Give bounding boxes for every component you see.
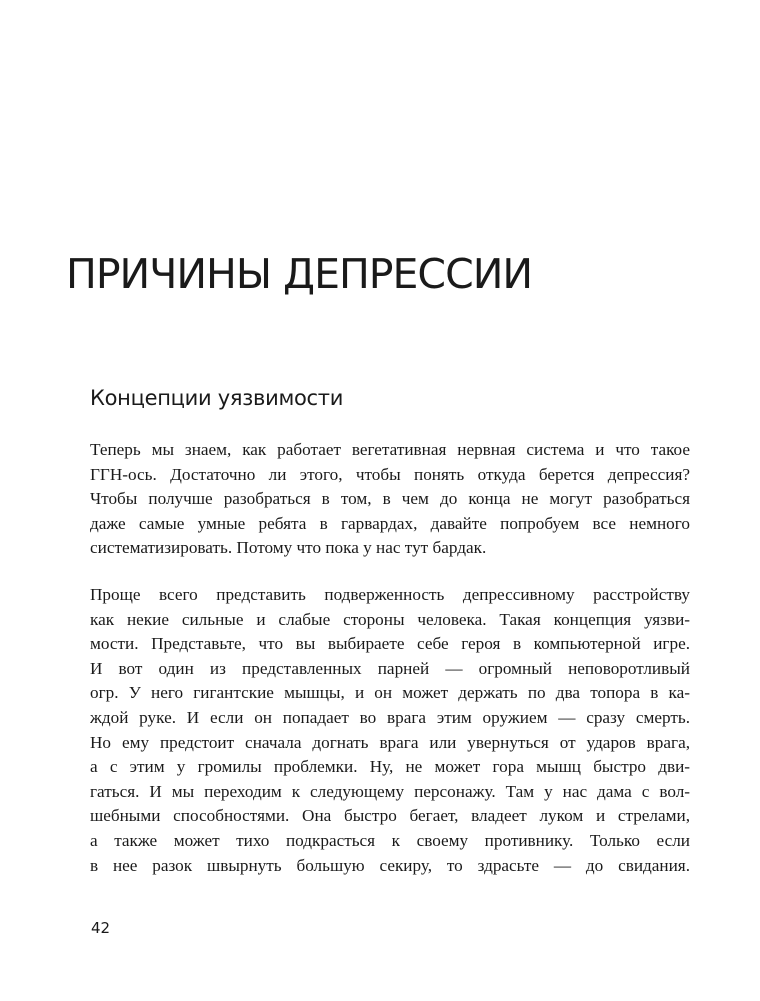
text-line: гаться. И мы переходим к следующему персонажу. Там у нас дама с вол- [90,781,690,801]
section-title: Концепции уязвимости [90,386,344,410]
text-line: в нее разок швырнуть большую секиру, то здрасьте — до свидания. [90,855,690,875]
text-line: ждой руке. И если он попадает во врага этим оружием — сразу смерть. [90,707,690,727]
text-line: систематизировать. Потому что пока у нас тут бардак. [90,538,487,558]
text-line: Но ему предстоит сначала догнать врага или увернуться от ударов врага, [90,732,690,752]
paragraph [90,583,690,878]
chapter-title: ПРИЧИНЫ ДЕПРЕССИИ [66,250,533,298]
text-line: а с этим у громилы проблемки. Ну, не может гора мышц быстро дви- [90,757,690,777]
text-line: ГГН-ось. Достаточно ли этого, чтобы понять откуда берется депрессия? [90,464,690,484]
text-line: Проще всего представить подверженность депрессивному расстройству [90,585,690,604]
text-line: И вот один из представленных парней — огромный неповоротливый [90,658,690,678]
text-line: огр. У него гигантские мышцы, и он может держать по два топора в ка- [90,683,690,703]
text-line: шебными способностями. Она быстро бегает, владеет луком и стрелами, [90,806,690,826]
text-line: а также может тихо подкрасться к своему противнику. Только если [90,830,690,850]
text-line: мости. Представьте, что вы выбираете себе героя в компьютерной игре. [90,634,690,654]
text-line: Теперь мы знаем, как работает вегетативная нервная система и что такое [90,440,690,459]
paragraph [90,438,690,561]
text-line: Чтобы получше разобраться в том, в чем до конца не могут разобраться [90,489,690,509]
text-line: даже самые умные ребята в гарвардах, давайте попробуем все немного [90,513,690,533]
text-line: как некие сильные и слабые стороны человека. Такая концепция уязви- [90,609,690,629]
page-number: 42 [91,919,111,937]
